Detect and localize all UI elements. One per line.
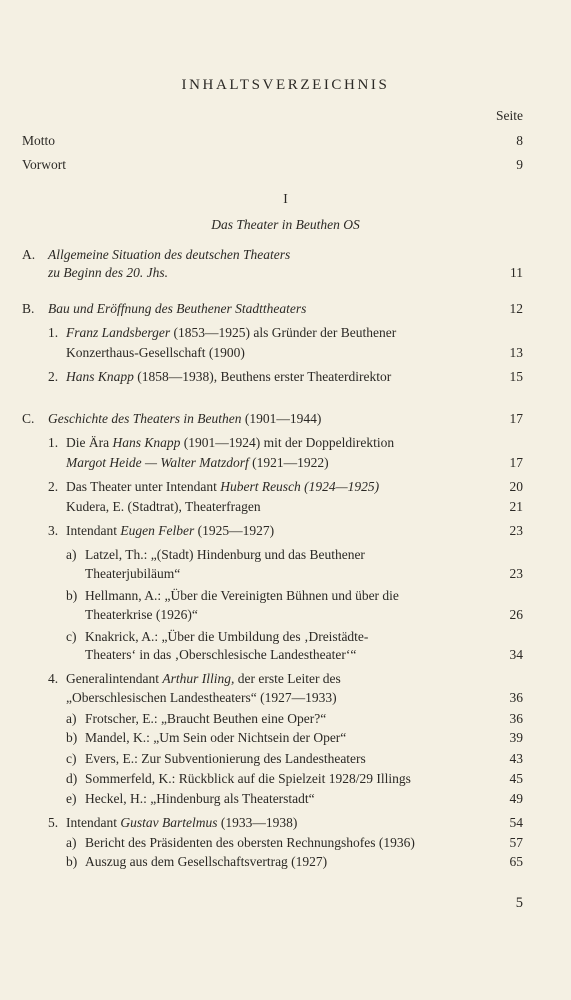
c4-page: 36 bbox=[509, 690, 523, 705]
c3b-letter: b) bbox=[66, 588, 78, 603]
c2-sub: Kudera, E. (Stadtrat), Theaterfragen bbox=[66, 499, 261, 514]
c3b-page: 26 bbox=[509, 607, 523, 622]
c4e-text: Heckel, H.: „Hindenburg als Theaterstadt“ bbox=[85, 791, 315, 806]
c3c-letter: c) bbox=[66, 629, 77, 644]
c4a-letter: a) bbox=[66, 711, 77, 726]
c3c-page: 34 bbox=[509, 647, 523, 662]
c4c-page: 43 bbox=[509, 751, 523, 766]
c4d-text: Sommerfeld, K.: Rückblick auf die Spielzeit 1928/29 Illings bbox=[85, 771, 411, 786]
c4a-page: 36 bbox=[509, 711, 523, 726]
section-a-title-line1: Allgemeine Situation des deutschen Theaters bbox=[48, 247, 291, 262]
c4b-letter: b) bbox=[66, 730, 78, 745]
c5-line1: Intendant Gustav Bartelmus (1933—1938) bbox=[66, 815, 298, 830]
c3a-letter: a) bbox=[66, 547, 77, 562]
c3-line1: Intendant Eugen Felber (1925—1927) bbox=[66, 523, 275, 538]
c4-line2: „Oberschlesischen Landestheaters“ (1927—1933) bbox=[66, 690, 337, 705]
c2-number: 2. bbox=[48, 479, 59, 494]
b1-line1: Franz Landsberger (1853—1925) als Gründer der Beuthener bbox=[66, 325, 397, 340]
c5b-letter: b) bbox=[66, 854, 78, 869]
b1-number: 1. bbox=[48, 325, 59, 340]
c2-page: 20 bbox=[509, 479, 523, 494]
section-a-title-line2: zu Beginn des 20. Jhs. bbox=[48, 265, 168, 280]
c4b-page: 39 bbox=[509, 730, 523, 745]
vorwort-label: Vorwort bbox=[22, 157, 67, 172]
section-c-letter: C. bbox=[22, 411, 35, 426]
c5a-text: Bericht des Präsidenten des obersten Rechnungshofes (1936) bbox=[85, 835, 415, 850]
c1-page: 17 bbox=[509, 455, 523, 470]
motto-label: Motto bbox=[22, 133, 56, 148]
c5-page: 54 bbox=[509, 815, 523, 830]
c5b-page: 65 bbox=[509, 854, 523, 869]
c3c-line1: Knakrick, A.: „Über die Umbildung des ‚Dreistädte- bbox=[85, 629, 369, 644]
c3-number: 3. bbox=[48, 523, 59, 538]
c4d-letter: d) bbox=[66, 771, 78, 786]
page-folio: 5 bbox=[515, 895, 523, 911]
c3a-page: 23 bbox=[509, 566, 523, 581]
part-numeral: I bbox=[283, 191, 288, 206]
c4d-page: 45 bbox=[509, 771, 523, 786]
c4c-letter: c) bbox=[66, 751, 77, 766]
motto-page: 8 bbox=[516, 133, 523, 148]
section-b-title: Bau und Eröffnung des Beuthener Stadttheaters bbox=[48, 301, 307, 316]
c5-number: 5. bbox=[48, 815, 59, 830]
section-c-page: 17 bbox=[509, 411, 523, 426]
part-title: Das Theater in Beuthen OS bbox=[211, 217, 360, 232]
c4b-text: Mandel, K.: „Um Sein oder Nichtsein der Oper“ bbox=[85, 730, 347, 745]
b2-line1: Hans Knapp (1858—1938), Beuthens erster Theaterdirektor bbox=[66, 369, 392, 384]
c5b-text: Auszug aus dem Gesellschaftsvertrag (1927) bbox=[85, 854, 328, 869]
c5a-letter: a) bbox=[66, 835, 77, 850]
seite-label: Seite bbox=[496, 108, 523, 123]
section-c-title: Geschichte des Theaters in Beuthen (1901—1944) bbox=[48, 411, 322, 426]
c2-sub-page: 21 bbox=[509, 499, 523, 514]
vorwort-page: 9 bbox=[516, 157, 523, 172]
c1-number: 1. bbox=[48, 435, 59, 450]
b2-page: 15 bbox=[509, 369, 523, 384]
c3a-line1: Latzel, Th.: „(Stadt) Hindenburg und das Beuthener bbox=[85, 547, 365, 562]
b1-line2: Konzerthaus-Gesellschaft (1900) bbox=[66, 345, 245, 360]
c4e-letter: e) bbox=[66, 791, 77, 806]
c1-line2: Margot Heide — Walter Matzdorf (1921—1922) bbox=[66, 455, 329, 470]
c3b-line2: Theaterkrise (1926)“ bbox=[85, 607, 198, 622]
b1-page: 13 bbox=[509, 345, 523, 360]
c2-line1: Das Theater unter Intendant Hubert Reusch (1924—1925) bbox=[66, 479, 380, 494]
c3c-line2: Theaters‘ in das ‚Oberschlesische Landestheater‘“ bbox=[85, 647, 357, 662]
section-b-page: 12 bbox=[509, 301, 523, 316]
c3-page: 23 bbox=[509, 523, 523, 538]
c3b-line1: Hellmann, A.: „Über die Vereinigten Bühnen und über die bbox=[85, 588, 399, 603]
toc-heading: INHALTSVERZEICHNIS bbox=[181, 77, 390, 93]
section-b-letter: B. bbox=[22, 301, 35, 316]
c3a-line2: Theaterjubiläum“ bbox=[85, 566, 181, 581]
c4-line1: Generalintendant Arthur Illing, der erste Leiter des bbox=[66, 671, 341, 686]
c4e-page: 49 bbox=[509, 791, 523, 806]
section-a-page: 11 bbox=[510, 265, 523, 280]
c4a-text: Frotscher, E.: „Braucht Beuthen eine Oper?“ bbox=[85, 711, 327, 726]
c4c-text: Evers, E.: Zur Subventionierung des Landestheaters bbox=[85, 751, 366, 766]
c5a-page: 57 bbox=[509, 835, 523, 850]
b2-number: 2. bbox=[48, 369, 59, 384]
c1-line1: Die Ära Hans Knapp (1901—1924) mit der Doppeldirektion bbox=[66, 435, 395, 450]
section-a-letter: A. bbox=[22, 247, 36, 262]
c4-number: 4. bbox=[48, 671, 59, 686]
